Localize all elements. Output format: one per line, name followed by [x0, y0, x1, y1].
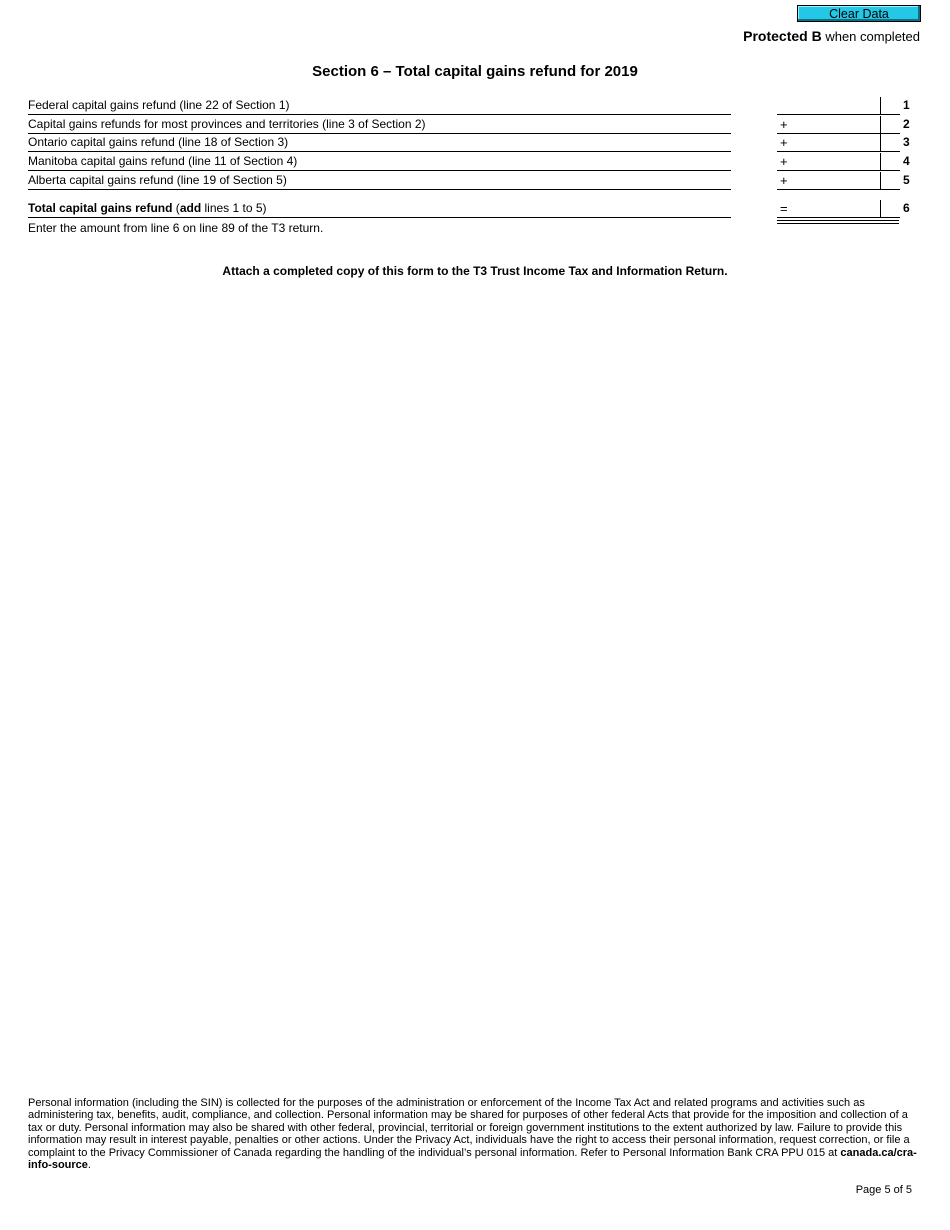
line-6-instruction: Enter the amount from line 6 on line 89 of the T3 return.	[28, 221, 324, 235]
privacy-link[interactable]: canada.ca/cra-info-source	[28, 1146, 917, 1172]
line-6-operator: =	[780, 201, 788, 216]
clear-data-button[interactable]: Clear Data	[797, 5, 921, 22]
line-6-number: 6	[903, 201, 910, 215]
line-3-operator: +	[780, 135, 788, 150]
line-5-amount-field[interactable]	[777, 172, 880, 190]
line-3-amount-field[interactable]	[777, 134, 880, 152]
line-1-label: Federal capital gains refund (line 22 of Section 1)	[28, 97, 731, 115]
section-title: Section 6 – Total capital gains refund for 2019	[312, 63, 638, 80]
line-1-cents-field[interactable]	[880, 97, 900, 115]
privacy-notice	[28, 1097, 920, 1171]
line-3-label: Ontario capital gains refund (line 18 of Section 3)	[28, 134, 731, 152]
line-6-total-label	[28, 200, 731, 218]
line-4-number: 4	[903, 154, 910, 168]
page-number: Page 5 of 5	[855, 1184, 912, 1196]
line-6-amount-field[interactable]	[777, 200, 880, 218]
line-2-cents-field[interactable]	[880, 116, 900, 134]
total-label-add: add	[179, 201, 202, 215]
privacy-text: Personal information (including the SIN) is collected for the purposes of the administration or enforcement of the Income Tax Act and related programs and activities such as administering tax, benefits, audit, compliance, and collection. Personal information may be shared for purposes of other federal Acts that provide for the imposition and collection of a tax or duty. Personal information may also be shared with other federal, provincial, territorial or foreign government institutions to the extent authorized by law. Failure to provide this information may result in interest payable, penalties or other actions. Under the Privacy Act, individuals have the right to access their personal information, request correction, or file a complaint to the Privacy Commissioner of Canada regarding the handling of the individual’s personal information. Refer to Personal Information Bank CRA PPU 015 at	[28, 1097, 910, 1159]
total-label-rest: lines 1 to 5)	[201, 201, 267, 215]
line-1-number: 1	[903, 98, 910, 112]
line-5-cents-field[interactable]	[880, 172, 900, 190]
line-2-number: 2	[903, 117, 910, 131]
line-4-label: Manitoba capital gains refund (line 11 of Section 4)	[28, 153, 731, 171]
line-3-cents-field[interactable]	[880, 134, 900, 152]
line-5-operator: +	[780, 173, 788, 188]
total-label-paren: (	[172, 201, 180, 215]
total-double-underline	[777, 220, 899, 224]
line-2-operator: +	[780, 117, 788, 132]
line-5-number: 5	[903, 173, 910, 187]
line-2-amount-field[interactable]	[777, 116, 880, 134]
line-4-amount-field[interactable]	[777, 153, 880, 171]
line-4-operator: +	[780, 154, 788, 169]
privacy-end: .	[87, 1159, 91, 1172]
protected-b-label: Protected B	[743, 28, 822, 44]
protected-b-notice	[743, 28, 920, 44]
line-4-cents-field[interactable]	[880, 153, 900, 171]
attach-instruction: Attach a completed copy of this form to the T3 Trust Income Tax and Information Return.	[222, 264, 728, 278]
line-2-label: Capital gains refunds for most provinces and territories (line 3 of Section 2)	[28, 116, 731, 134]
line-1-amount-field[interactable]	[777, 97, 880, 115]
protected-b-suffix: when completed	[821, 29, 920, 44]
line-3-number: 3	[903, 135, 910, 149]
line-5-label: Alberta capital gains refund (line 19 of Section 5)	[28, 172, 731, 190]
line-6-cents-field[interactable]	[880, 200, 900, 218]
total-label-bold: Total capital gains refund	[28, 201, 173, 215]
